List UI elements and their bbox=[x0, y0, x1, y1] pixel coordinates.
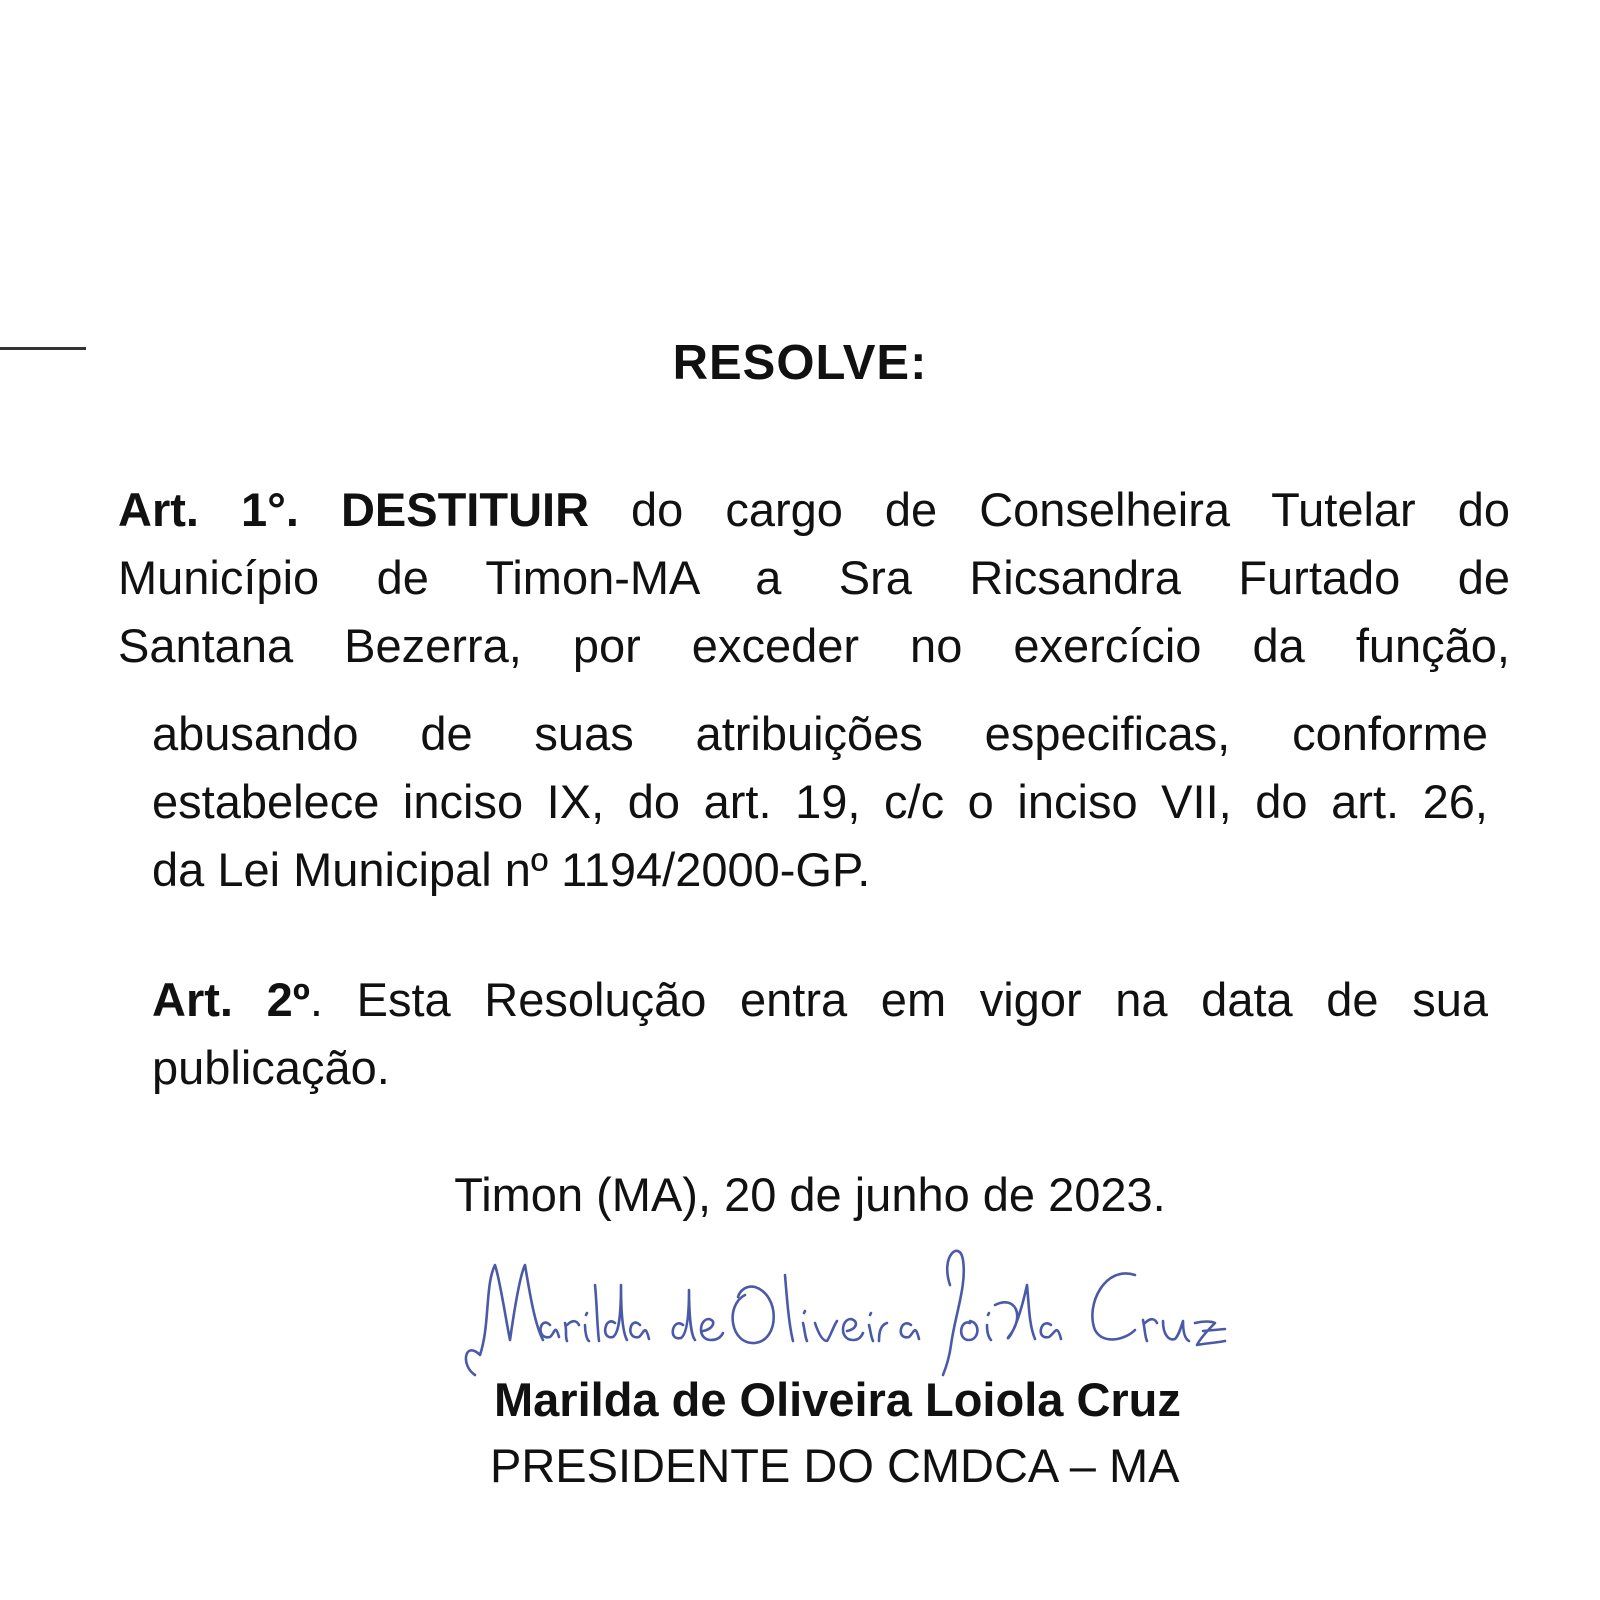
article-2 bbox=[152, 966, 1488, 1102]
article-1 bbox=[118, 476, 1510, 680]
signer-name: Marilda de Oliveira Loiola Cruz bbox=[494, 1373, 1181, 1426]
article-1-line-4: abusando de suas atribuições especificas, conforme bbox=[152, 707, 1488, 760]
article-2-line-1: Art. 2º. Esta Resolução entra em vigor na data de sua bbox=[152, 973, 1488, 1026]
article-1-line-3: Santana Bezerra, por exceder no exercício da função, bbox=[118, 619, 1510, 672]
article-1-line-1: Art. 1°. DESTITUIR do cargo de Conselheira Tutelar do bbox=[118, 483, 1510, 536]
article-1-line-2: Município de Timon-MA a Sra Ricsandra Furtado de bbox=[118, 551, 1510, 604]
article-2-line-2: publicação. bbox=[152, 1041, 390, 1094]
article-2-label: Art. 2º bbox=[152, 973, 310, 1026]
signer-role: PRESIDENTE DO CMDCA – MA bbox=[490, 1439, 1180, 1492]
article-1-continuation bbox=[152, 700, 1488, 904]
article-1-label: Art. 1°. DESTITUIR bbox=[118, 483, 590, 536]
date-line: Timon (MA), 20 de junho de 2023. bbox=[454, 1168, 1166, 1221]
resolve-heading: RESOLVE: bbox=[672, 336, 928, 390]
article-1-line-6: da Lei Municipal nº 1194/2000-GP. bbox=[152, 843, 871, 896]
article-1-line-5: estabelece inciso IX, do art. 19, c/c o inciso VII, do art. 26, bbox=[152, 775, 1488, 828]
